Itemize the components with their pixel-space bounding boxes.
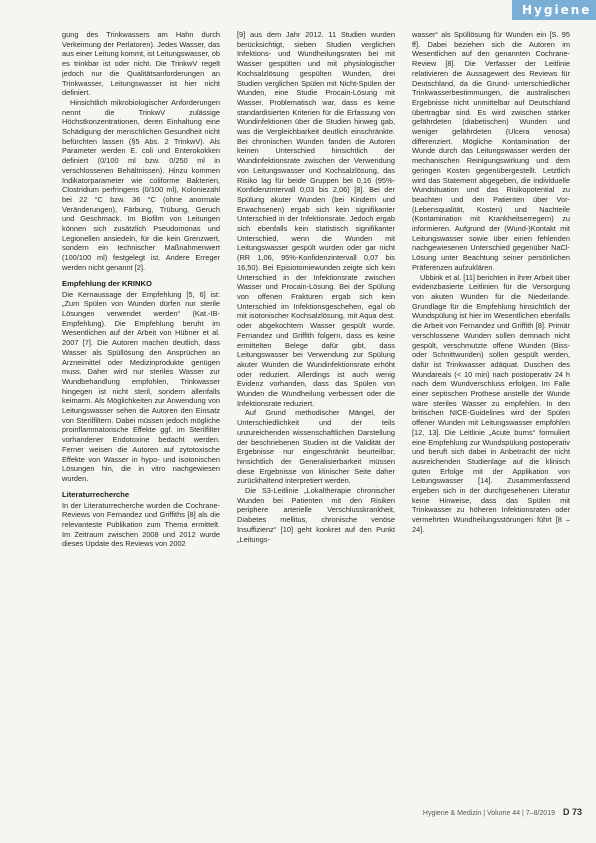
section-heading: Literaturrecherche bbox=[62, 489, 130, 499]
paragraph: Hinsichtlich mikrobiologischer Anforderungen nennt die TrinkwV zulässige Höchstkonzentrationen, deren Einhaltung eine Schädigung der menschlichen Gesundheit nicht befürchten lassen (§5 Abs. 2 TrinkwV). Als Parameter werden E. coli und Enterokokken definiert (0/100 ml bzw. 0/250 ml in verschlossenen Behältnissen). Hinzu kommen Indikatorparameter wie coliforme Bakterien, Clostridium perfringens (0/100 ml), Koloniezahl bei 22 °C bzw. 36 °C (ohne anormale Veränderungen), Färbung, Trübung, Geruch und Geschmack. Im Biofilm von Leitungen können sich zusätzlich Pseudomonas und Legionellen ansiedeln, für die kein Grenzwert, sondern ein technischer Maßnahmenwert (100/100 ml) festgelegt ist. Andere Erreger werden nicht genannt [2]. bbox=[62, 97, 220, 272]
paragraph: Die Kernaussage der Empfehlung [5, 6] ist: „Zum Spülen von Wunden dürfen nur sterile Lösungen verwendet werden“ (Kat.-IB-Empfehlung). Die Empfehlung beruht im Wesentlichen auf der Arbeit von Hübner et al. 2007 [7]. Die Autoren machen deutlich, dass Wasser als Spüllösung den Ansprüchen an Arzneimittel oder Medizinprodukte genügen muss. Daher wird nur steriles Wasser zur Wundbehandlung empfohlen, Trinkwasser hingegen ist nicht steril, sondern allenfalls keimarm. Als Möglichkeiten zur Anwendung von Leitungswasser sehen die Autoren den Einsatz von Sterilfiltern. Dabei müssen jedoch mögliche proinflammatorische Effekte ggf. im Sterilfilter vorhandener Endotoxine bedacht werden. Ferner weisen die Autoren auf zytotoxische Effekte von Wasser in hypo- und isotonischen Lösungen hin, die in vitro nachgewiesen wurden. bbox=[62, 289, 220, 483]
page-number: D 73 bbox=[562, 807, 582, 817]
journal-info: Hygiene & Medizin | Volume 44 | 7–8/2019 bbox=[422, 810, 555, 817]
section-heading: Empfehlung der KRINKO bbox=[62, 278, 152, 288]
paragraph: Ubbink et al. [11] berichten in ihrer Arbeit über evidenzbasierte Leitlinien für die Versorgung von akuten Wunden für die Niederlande. Grundlage für die Empfehlung hinsichtlich der Wundspülung ist hier im Wesentlichen ebenfalls die Arbeit von Fernandez und Griffith [8]. Primär verschlossene Wunden sollen demnach nicht gespült, verschmutzte offene Wunden (Biss- oder Schnittwunden) sollen gespült werden, dafür ist Trinkwasser adäquat. Duschen des Wundareals (< 10 min) nach postoperativ 24 h nach dem Wundverschluss erfolgen. Im Falle einer septischen Prothese anstelle der Wunde wäre steriles Wasser zu empfehlen. In den britischen NICE-Guidelines wird der Spülen offener Wunden mit Leitungswasser empfohlen [12, 13]. Die Leitlinie „Acute burns“ formuliert eine Empfehlung zur Wundspülung postoperativ und beruft sich dabei in Anbetracht der nicht ausreichenden Studienlage auf die klinisch guten Erfolge mit der Applikation von Leitungswasser [14]. Zusammenfassend ergeben sich in der durchgesehenen Literatur keine Hinweise, dass das Spülen mit Trinkwasser zu höheren Infektionsraten oder vermehrten Wundheilungsstörungen führt [8 – 24]. bbox=[412, 272, 570, 534]
column-1 bbox=[62, 30, 220, 790]
paragraph: [9] aus dem Jahr 2012. 11 Studien wurden berücksichtigt, sieben Studien verglichen Infektions- und Wundheilungsraten bei mit Wasser gespülten und mit physiologischer Kochsalzlösung gespülten Wunden, drei Studien verglichen Spülen mit Nicht-Spülen der Wunden, eine Studie Procain-Lösung mit Wasser. Problematisch war, dass es keine standardisierten Kriterien für die Erfassung von Wundinfektionen über die Studien hinweg gab, was die Vergleichbarkeit deutlich einschränkte. Bei chronischen Wunden fanden die Autoren keinen Unterschied hinsichtlich der Wundinfektionsrate zwischen der Verwendung von Leitungswasser und Kochsalzlösung, das Risiko lag für beide Gruppen bei 0,16 (95%-Konfidenzintervall 0,03 bis 2,06) [8]. Bei der Spülung akuter Wunden (bei Kindern und Erwachsenen) ergab sich kein signifikanter Unterschied in der Infektionsrate. Jedoch ergab sich ebenfalls kein statistisch signifikanter Unterschied, wenn die Wunden mit Leitungswasser gespült wurden oder gar nicht (RR 1,06, 95%-Konfidenzintervall 0,07 bis 16,50). Bei Episiotomiewunden zeigte sich kein Unterschied in der Infektionsrate zwischen Wasser und Procain-Lösung. Bei der Spülung von offenen Frakturen ergab sich kein Unterschied im Infektionsgeschehen, egal ob mit isotonischer Kochsalzlösung, mit Aqua dest. oder abgekochtem Wasser gespült wurde. Fernandez und Griffith folgern, dass es keine ermittelten Belege dafür gibt, dass Leitungswasser bei Verwendung zur Spülung akuter Wunden die Wundinfektionsrate erhöht oder reduziert. Allerdings ist auch wenig Evidenz vorhanden, dass das Spülen von Wunden die Wundheilung verbessert oder die Infektionsrate reduziert. bbox=[237, 30, 395, 408]
column-2 bbox=[237, 30, 395, 790]
paragraph: wasser“ als Spüllösung für Wunden ein [S. 95 ff]. Dabei beziehen sich die Autoren im Wesentlichen auf den genannten Cochrane-Review [8]. Die Verfasser der Leitlinie relativieren die Aussagewert des Reviews für Deutschland, da die Grund- unterschiedlicher Trinkwasserbestimmungen, die australischen Ergebnisse nicht unmittelbar auf Deutschland übertragbar sind. Es wird zwischen stärker gefährdeten (diabetischen) Wunden und weniger gefährdeten (Ulcera venosa) differenziert. Mögliche Kontamination der Wunde durch das Leitungswasser werden der mechanischen Reinigungswirkung und dem geringen Kosten gegenübergestellt. Letztlich wird das Statement abgegeben, die individuelle Wundsituation und das Risikopotential zu beachten und den Patienten über Vor- (Lebensqualität, Kosten) und Nachteile (Kontamination mit Krankheitserregern) zu informieren. Aufgrund der (Wund-)Kontakt mit Leitungswasser sowie über einen fehlenden nachgewiesenen Unterschied gegenüber NaCl-Lösung unter Beachtung seiner persönlichen Präferenzen aufzuklären. bbox=[412, 30, 570, 272]
paragraph: In der Literaturrecherche wurden die Cochrane-Reviews von Fernandez und Griffiths [8] als die relevanteste Publikation zum Thema ermittelt. Im Zeitraum zwischen 2008 und 2012 wurde dieses Update des Reviews von 2002 bbox=[62, 500, 220, 549]
paragraph: gung des Trinkwassers am Hahn durch Verkeimung der Perlatoren). Jedes Wasser, das aus einer Leitung kommt, ist Leitungswasser, ob es trinkbar ist oder nicht. Die TrinkwV regelt jedoch nur die Qualitätsanforderungen an Trinkwasser, Leitungswasser ist hier nicht definiert. bbox=[62, 30, 220, 98]
paragraph: Auf Grund methodischer Mängel, der Unterschiedlichkeit und der teils unzureichenden wissenschaftlichen Darstellung der beschriebenen Studien ist die Validität der Ergebnisse nur eingeschränkt beurteilbar; hinsichtlich der Generalisierbarkeit müssen diese Ergebnisse von klinischer Seite daher zurückhaltend interpretiert werden. bbox=[237, 408, 395, 486]
section-badge: Hygiene bbox=[512, 0, 596, 20]
page-footer bbox=[423, 807, 582, 817]
article-columns bbox=[62, 30, 570, 790]
paragraph: Die S3-Leitlinie „Lokaltherapie chronischer Wunden bei Patienten mit den Risiken periphere arterielle Verschlusskrankheit, Diabetes mellitus, chronische venöse Insuffizienz“ [10] geht konkret auf den Punkt „Leitungs- bbox=[237, 486, 395, 544]
column-3 bbox=[412, 30, 570, 790]
